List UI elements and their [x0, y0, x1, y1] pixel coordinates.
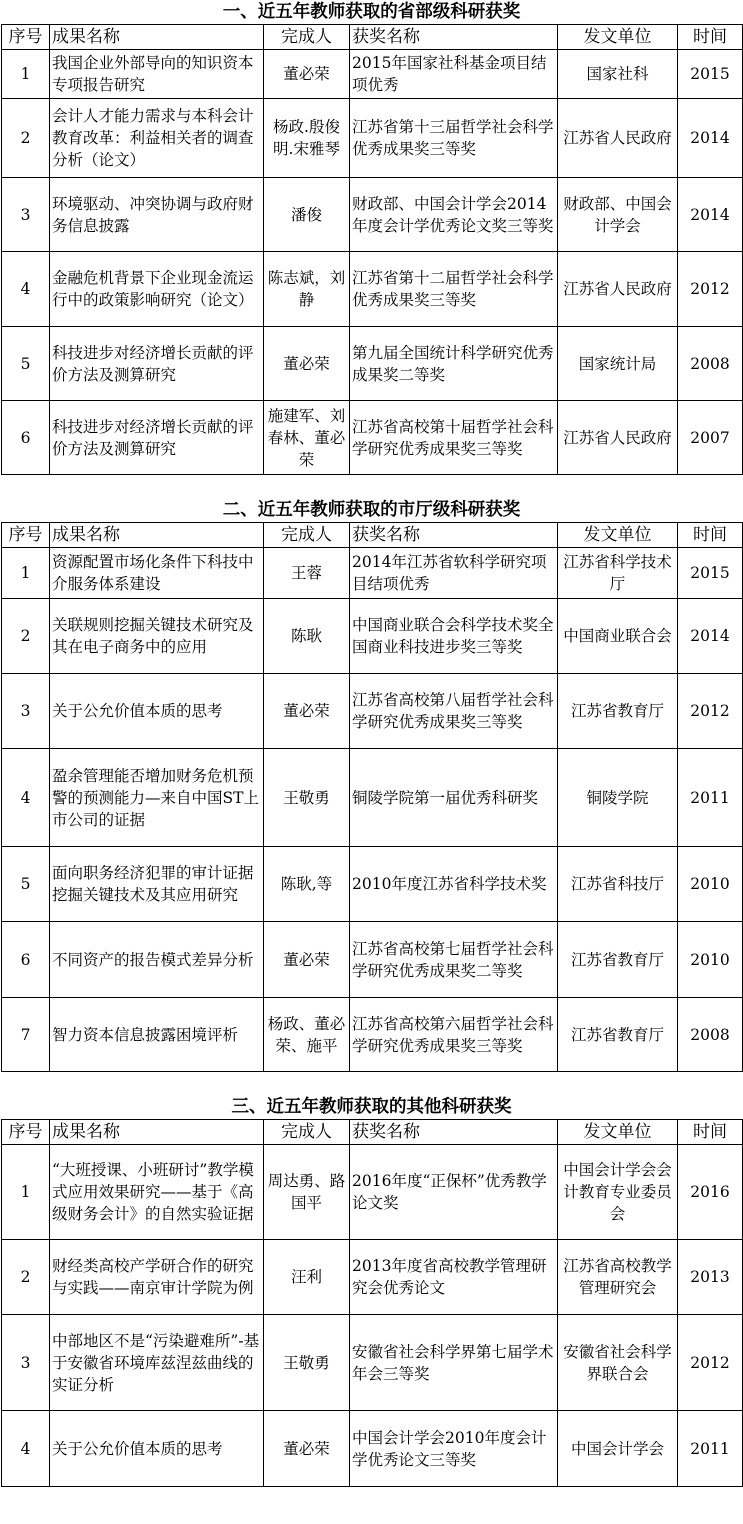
awards-table: [1, 24, 743, 475]
column-header: 发文单位: [558, 523, 678, 548]
year-cell: 2010: [678, 847, 743, 922]
section-1: [0, 0, 743, 475]
column-header: 时间: [678, 1120, 743, 1145]
table-row: [2, 749, 743, 847]
column-header: 发文单位: [558, 25, 678, 50]
section-title: 三、近五年教师获取的其他科研获奖: [231, 1097, 512, 1117]
table-row: [2, 1315, 743, 1411]
no-cell: 1: [2, 1145, 50, 1240]
person-cell: 周达勇、路国平: [264, 1145, 350, 1240]
table-row: [2, 327, 743, 401]
person-cell: 董必荣: [264, 1411, 350, 1487]
title-cell: 智力资本信息披露困境评析: [50, 998, 264, 1072]
no-cell: 1: [2, 548, 50, 599]
no-cell: 3: [2, 1315, 50, 1411]
award-cell: 2015年国家社科基金项目结项优秀: [350, 50, 558, 99]
title-cell: 盈余管理能否增加财务危机预警的预测能力—来自中国ST上市公司的证据: [50, 749, 264, 847]
header-row: [2, 523, 743, 548]
table-row: [2, 50, 743, 99]
awards-table: [1, 522, 743, 1072]
person-cell: 王敬勇: [264, 749, 350, 847]
year-cell: 2014: [678, 178, 743, 252]
section-2: [0, 498, 743, 1072]
title-cell: 面向职务经济犯罪的审计证据挖掘关键技术及其应用研究: [50, 847, 264, 922]
award-cell: 铜陵学院第一届优秀科研奖: [350, 749, 558, 847]
year-cell: 2012: [678, 674, 743, 749]
title-cell: 科技进步对经济增长贡献的评价方法及测算研究: [50, 401, 264, 475]
table-row: [2, 1240, 743, 1315]
person-cell: 董必荣: [264, 327, 350, 401]
year-cell: 2011: [678, 1411, 743, 1487]
no-cell: 6: [2, 401, 50, 475]
no-cell: 4: [2, 252, 50, 327]
unit-cell: 国家统计局: [558, 327, 678, 401]
year-cell: 2010: [678, 922, 743, 998]
year-cell: 2008: [678, 998, 743, 1072]
title-cell: “大班授课、小班研讨”教学模式应用效果研究——基于《高级财务会计》的自然实验证据: [50, 1145, 264, 1240]
header-row: [2, 25, 743, 50]
person-cell: 杨政、董必荣、施平: [264, 998, 350, 1072]
award-cell: 2014年江苏省软科学研究项目结项优秀: [350, 548, 558, 599]
person-cell: 董必荣: [264, 922, 350, 998]
person-cell: 陈志斌，刘静: [264, 252, 350, 327]
unit-cell: 江苏省科技厅: [558, 847, 678, 922]
title-cell: 环境驱动、冲突协调与政府财务信息披露: [50, 178, 264, 252]
unit-cell: 安徽省社会科学界联合会: [558, 1315, 678, 1411]
no-cell: 5: [2, 847, 50, 922]
table-row: [2, 99, 743, 178]
header-row: [2, 1120, 743, 1145]
year-cell: 2012: [678, 252, 743, 327]
title-cell: 财经类高校产学研合作的研究与实践——南京审计学院为例: [50, 1240, 264, 1315]
title-cell: 不同资产的报告模式差异分析: [50, 922, 264, 998]
person-cell: 董必荣: [264, 50, 350, 99]
award-cell: 中国商业联合会科学技术奖全国商业科技进步奖三等奖: [350, 599, 558, 674]
award-cell: 江苏省高校第六届哲学社会科学研究优秀成果奖三等奖: [350, 998, 558, 1072]
year-cell: 2012: [678, 1315, 743, 1411]
year-cell: 2015: [678, 50, 743, 99]
unit-cell: 江苏省人民政府: [558, 401, 678, 475]
column-header: 时间: [678, 25, 743, 50]
column-header: 序号: [2, 1120, 50, 1145]
person-cell: 陈耿: [264, 599, 350, 674]
table-row: [2, 1145, 743, 1240]
award-cell: 2010年度江苏省科学技术奖: [350, 847, 558, 922]
column-header: 完成人: [264, 523, 350, 548]
column-header: 序号: [2, 523, 50, 548]
section-3: [0, 1095, 743, 1487]
no-cell: 4: [2, 749, 50, 847]
unit-cell: 财政部、中国会计学会: [558, 178, 678, 252]
no-cell: 5: [2, 327, 50, 401]
column-header: 时间: [678, 523, 743, 548]
year-cell: 2015: [678, 548, 743, 599]
section-title: 二、近五年教师获取的市厅级科研获奖: [222, 500, 521, 520]
unit-cell: 铜陵学院: [558, 749, 678, 847]
unit-cell: 江苏省教育厅: [558, 922, 678, 998]
title-cell: 金融危机背景下企业现金流运行中的政策影响研究（论文）: [50, 252, 264, 327]
no-cell: 2: [2, 99, 50, 178]
unit-cell: 中国会计学会: [558, 1411, 678, 1487]
table-row: [2, 252, 743, 327]
unit-cell: 江苏省教育厅: [558, 998, 678, 1072]
award-cell: 2016年度“正保杯”优秀教学论文奖: [350, 1145, 558, 1240]
section-gap: [0, 475, 743, 498]
unit-cell: 江苏省人民政府: [558, 252, 678, 327]
column-header: 完成人: [264, 1120, 350, 1145]
award-cell: 安徽省社会科学界第七届学术年会三等奖: [350, 1315, 558, 1411]
person-cell: 施建军、刘春林、董必荣: [264, 401, 350, 475]
person-cell: 王敬勇: [264, 1315, 350, 1411]
table-row: [2, 922, 743, 998]
column-header: 发文单位: [558, 1120, 678, 1145]
table-row: [2, 1411, 743, 1487]
column-header: 获奖名称: [350, 25, 558, 50]
section-gap: [0, 1072, 743, 1095]
award-cell: 江苏省第十二届哲学社会科学优秀成果奖三等奖: [350, 252, 558, 327]
unit-cell: 中国商业联合会: [558, 599, 678, 674]
person-cell: 汪利: [264, 1240, 350, 1315]
year-cell: 2014: [678, 99, 743, 178]
year-cell: 2008: [678, 327, 743, 401]
no-cell: 4: [2, 1411, 50, 1487]
column-header: 获奖名称: [350, 1120, 558, 1145]
award-cell: 江苏省第十三届哲学社会科学优秀成果奖三等奖: [350, 99, 558, 178]
year-cell: 2016: [678, 1145, 743, 1240]
title-cell: 资源配置市场化条件下科技中介服务体系建设: [50, 548, 264, 599]
no-cell: 7: [2, 998, 50, 1072]
year-cell: 2013: [678, 1240, 743, 1315]
unit-cell: 国家社科: [558, 50, 678, 99]
unit-cell: 中国会计学会会计教育专业委员会: [558, 1145, 678, 1240]
column-header: 成果名称: [50, 1120, 264, 1145]
person-cell: 王蓉: [264, 548, 350, 599]
award-cell: 江苏省高校第八届哲学社会科学研究优秀成果奖三等奖: [350, 674, 558, 749]
no-cell: 3: [2, 178, 50, 252]
award-cell: 中国会计学会2010年度会计学优秀论文三等奖: [350, 1411, 558, 1487]
awards-table: [1, 1119, 743, 1487]
no-cell: 2: [2, 599, 50, 674]
award-cell: 江苏省高校第七届哲学社会科学研究优秀成果奖二等奖: [350, 922, 558, 998]
unit-cell: 江苏省教育厅: [558, 674, 678, 749]
person-cell: 陈耿,等: [264, 847, 350, 922]
title-cell: 关于公允价值本质的思考: [50, 674, 264, 749]
no-cell: 3: [2, 674, 50, 749]
table-row: [2, 847, 743, 922]
table-row: [2, 548, 743, 599]
year-cell: 2007: [678, 401, 743, 475]
column-header: 成果名称: [50, 25, 264, 50]
table-row: [2, 178, 743, 252]
table-row: [2, 674, 743, 749]
column-header: 序号: [2, 25, 50, 50]
year-cell: 2011: [678, 749, 743, 847]
column-header: 成果名称: [50, 523, 264, 548]
title-cell: 关于公允价值本质的思考: [50, 1411, 264, 1487]
no-cell: 2: [2, 1240, 50, 1315]
column-header: 完成人: [264, 25, 350, 50]
award-cell: 江苏省高校第十届哲学社会科学研究优秀成果奖三等奖: [350, 401, 558, 475]
award-cell: 财政部、中国会计学会2014年度会计学优秀论文奖三等奖: [350, 178, 558, 252]
person-cell: 杨政.殷俊明.宋雅琴: [264, 99, 350, 178]
title-cell: 科技进步对经济增长贡献的评价方法及测算研究: [50, 327, 264, 401]
column-header: 获奖名称: [350, 523, 558, 548]
title-cell: 我国企业外部导向的知识资本专项报告研究: [50, 50, 264, 99]
title-cell: 会计人才能力需求与本科会计教育改革：利益相关者的调查分析（论文）: [50, 99, 264, 178]
section-title: 一、近五年教师获取的省部级科研获奖: [222, 2, 521, 22]
no-cell: 6: [2, 922, 50, 998]
title-cell: 关联规则挖掘关键技术研究及其在电子商务中的应用: [50, 599, 264, 674]
year-cell: 2014: [678, 599, 743, 674]
table-row: [2, 599, 743, 674]
unit-cell: 江苏省人民政府: [558, 99, 678, 178]
table-row: [2, 401, 743, 475]
person-cell: 潘俊: [264, 178, 350, 252]
person-cell: 董必荣: [264, 674, 350, 749]
award-cell: 2013年度省高校教学管理研究会优秀论文: [350, 1240, 558, 1315]
unit-cell: 江苏省高校教学管理研究会: [558, 1240, 678, 1315]
award-cell: 第九届全国统计科学研究优秀成果奖二等奖: [350, 327, 558, 401]
title-cell: 中部地区不是“污染避难所”-基于安徽省环境库兹涅兹曲线的实证分析: [50, 1315, 264, 1411]
no-cell: 1: [2, 50, 50, 99]
unit-cell: 江苏省科学技术厅: [558, 548, 678, 599]
table-row: [2, 998, 743, 1072]
